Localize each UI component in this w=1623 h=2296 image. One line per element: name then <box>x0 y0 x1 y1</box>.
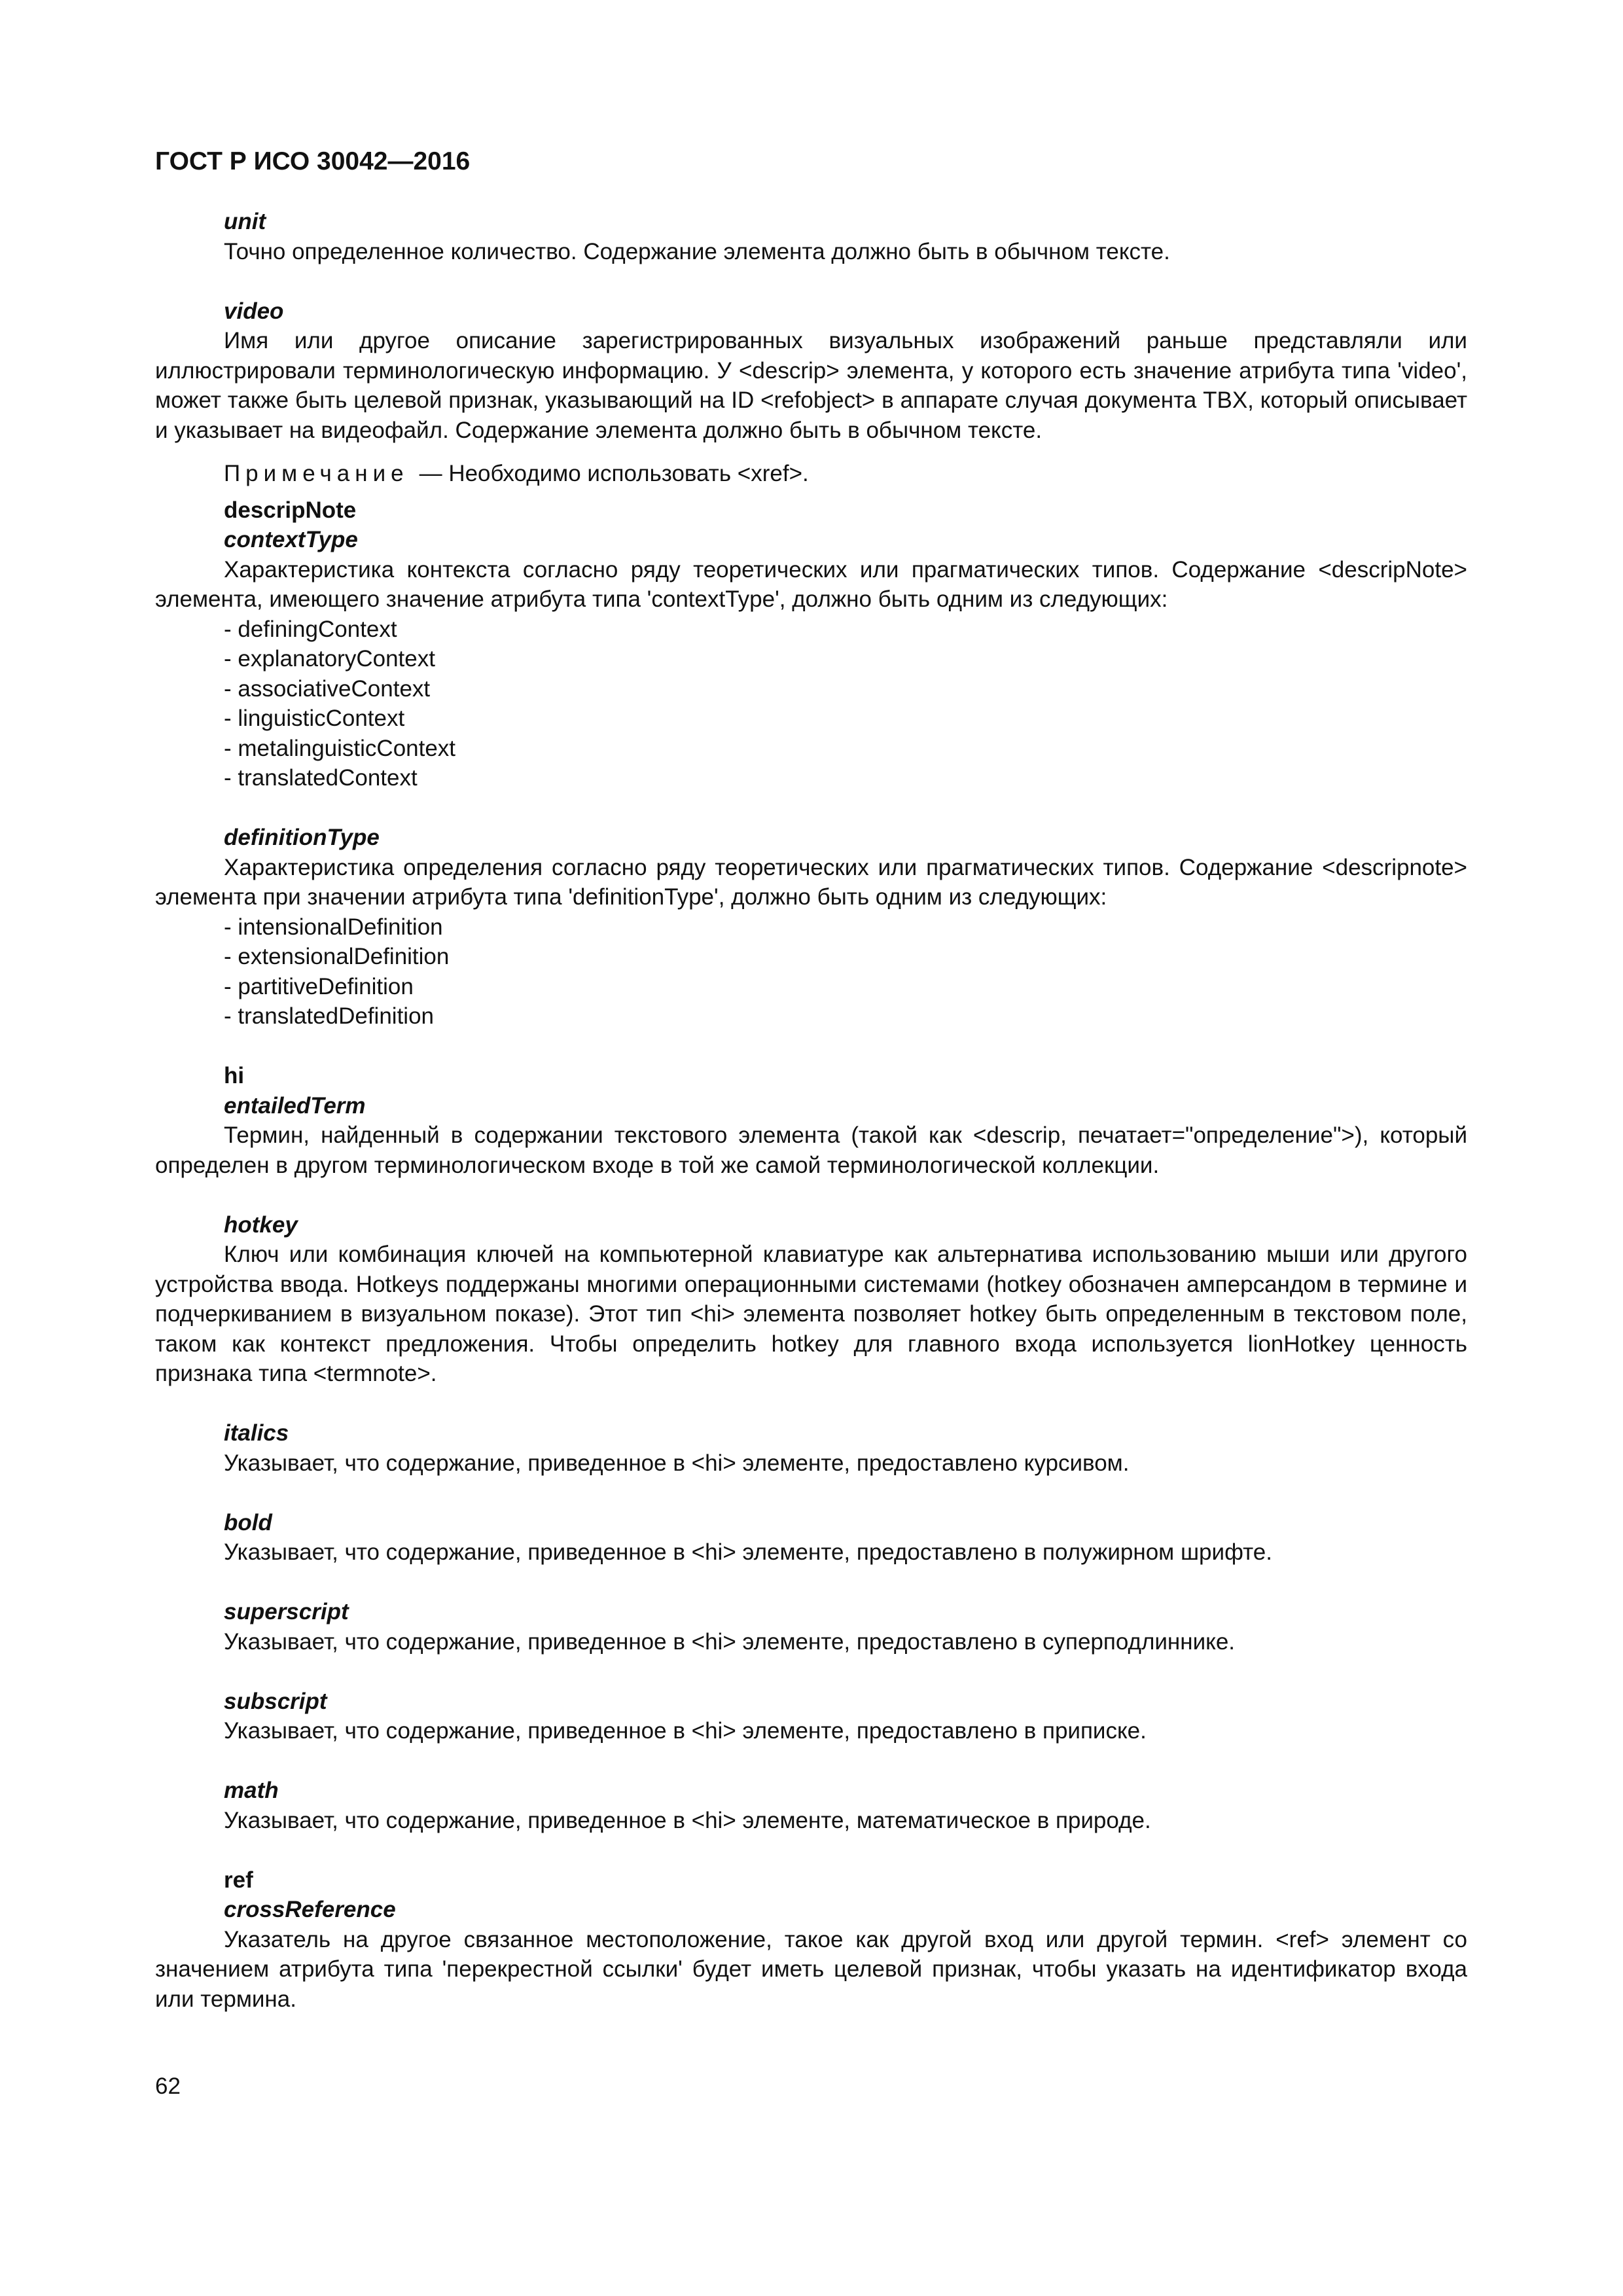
list-item: - extensionalDefinition <box>224 944 450 969</box>
page-number: 62 <box>155 2073 181 2099</box>
list-item: - linguisticContext <box>224 706 405 731</box>
paragraph: Термин, найденный в содержании текстового элемента (такой как <descrip, печатает="определение">), который определен в другом терминологическом входе в той же самой терминологической коллекции. <box>155 1122 1467 1178</box>
paragraph: Указывает, что содержание, приведенное в <hi> элементе, предоставлено в суперподлиннике. <box>224 1628 1236 1655</box>
paragraph: Характеристика определения согласно ряду теоретических или прагматических типов. Содержание <descripnote> элемента при значении атрибута типа 'definitionType', должно быть одним из следующих: <box>155 854 1467 910</box>
paragraph: Указывает, что содержание, приведенное в <hi> элементе, предоставлено в полужирном шрифте. <box>224 1539 1272 1565</box>
attribute-type-name: contextType <box>224 527 358 552</box>
section-element-name: descripNote <box>224 497 357 523</box>
list-item: - partitiveDefinition <box>224 973 414 999</box>
attribute-type-name: unit <box>224 209 266 234</box>
paragraph: Ключ или комбинация ключей на компьютерной клавиатуре как альтернатива использованию мыши или другого устройства ввода. Hotkeys поддержаны многими операционными системами (hotkey обозначен амперсандом в термине и подчеркиванием в визуальном показе). Этот тип <hi> элемента позволяет hotkey быть определенным в текстовом поле, таком как контекст предложения. Чтобы определить hotkey для главного входа используется lionHotkey ценность признака типа <termnote>. <box>155 1242 1467 1386</box>
page-content <box>155 145 1467 2014</box>
spacer <box>155 1568 1467 1598</box>
spacer <box>155 1031 1467 1062</box>
spacer <box>155 1657 1467 1687</box>
paragraph: Указывает, что содержание, приведенное в <hi> элементе, предоставлено курсивом. <box>224 1450 1130 1476</box>
paragraph: Характеристика контекста согласно ряду теоретических или прагматических типов. Содержание <descripNote> элемента, имеющего значение атрибута типа 'contextType', должно быть одним из следующих: <box>155 556 1467 612</box>
list-item: - intensionalDefinition <box>224 914 443 940</box>
spacer <box>155 793 1467 823</box>
paragraph: Указывает, что содержание, приведенное в <hi> элементе, математическое в природе. <box>224 1807 1151 1833</box>
attribute-type-name: entailedTerm <box>224 1092 366 1119</box>
attribute-type-name: definitionType <box>224 825 380 850</box>
spacer <box>155 1835 1467 1865</box>
list-item: - associativeContext <box>224 675 431 702</box>
list-item: - metalinguisticContext <box>224 735 456 761</box>
spacer <box>155 1478 1467 1508</box>
attribute-type-name: bold <box>224 1509 272 1535</box>
note <box>155 459 1467 489</box>
document-header: ГОСТ Р ИСО 30042—2016 <box>155 147 471 175</box>
spacer <box>155 1389 1467 1419</box>
value-list <box>155 912 1467 1031</box>
list-item: - explanatoryContext <box>224 646 435 672</box>
paragraph: Точно определенное количество. Содержание элемента должно быть в обычном тексте. <box>224 238 1170 264</box>
attribute-type-name: video <box>224 298 284 324</box>
section-element-name: ref <box>224 1867 253 1893</box>
note-text: — Необходимо использовать <xref>. <box>419 461 809 486</box>
spacer <box>155 266 1467 296</box>
attribute-type-name: italics <box>224 1420 289 1446</box>
spacer <box>155 1746 1467 1776</box>
list-item: - translatedDefinition <box>224 1003 434 1029</box>
document-body <box>155 207 1467 2014</box>
spacer <box>155 1180 1467 1210</box>
paragraph: Имя или другое описание зарегистрированных визуальных изображений раньше представляли или иллюстрировали терминологическую информацию. У <descrip> элемента, у которого есть значение атрибута типа 'video', может также быть целевой признак, указывающий на ID <refobject> в аппарате случая документа TBX, который описывает и указывает на видеофайл. Содержание элемента должно быть в обычном тексте. <box>155 328 1467 443</box>
paragraph: Указывает, что содержание, приведенное в <hi> элементе, предоставлено в приписке. <box>224 1718 1147 1744</box>
list-item: - definingContext <box>224 616 397 642</box>
section-element-name: hi <box>224 1063 245 1088</box>
attribute-type-name: superscript <box>224 1599 349 1624</box>
note-label: Примечание <box>224 461 409 486</box>
list-item: - translatedContext <box>224 765 418 791</box>
attribute-type-name: hotkey <box>224 1211 298 1238</box>
attribute-type-name: crossReference <box>224 1897 396 1922</box>
paragraph: Указатель на другое связанное местоположение, такое как другой вход или другой термин. <ref> элемент со значением атрибута типа 'перекрестной ссылки' будет иметь целевой признак, чтобы указать на идентификатор входа или термина. <box>155 1926 1467 2012</box>
value-list <box>155 615 1467 793</box>
attribute-type-name: subscript <box>224 1688 327 1714</box>
attribute-type-name: math <box>224 1778 279 1803</box>
